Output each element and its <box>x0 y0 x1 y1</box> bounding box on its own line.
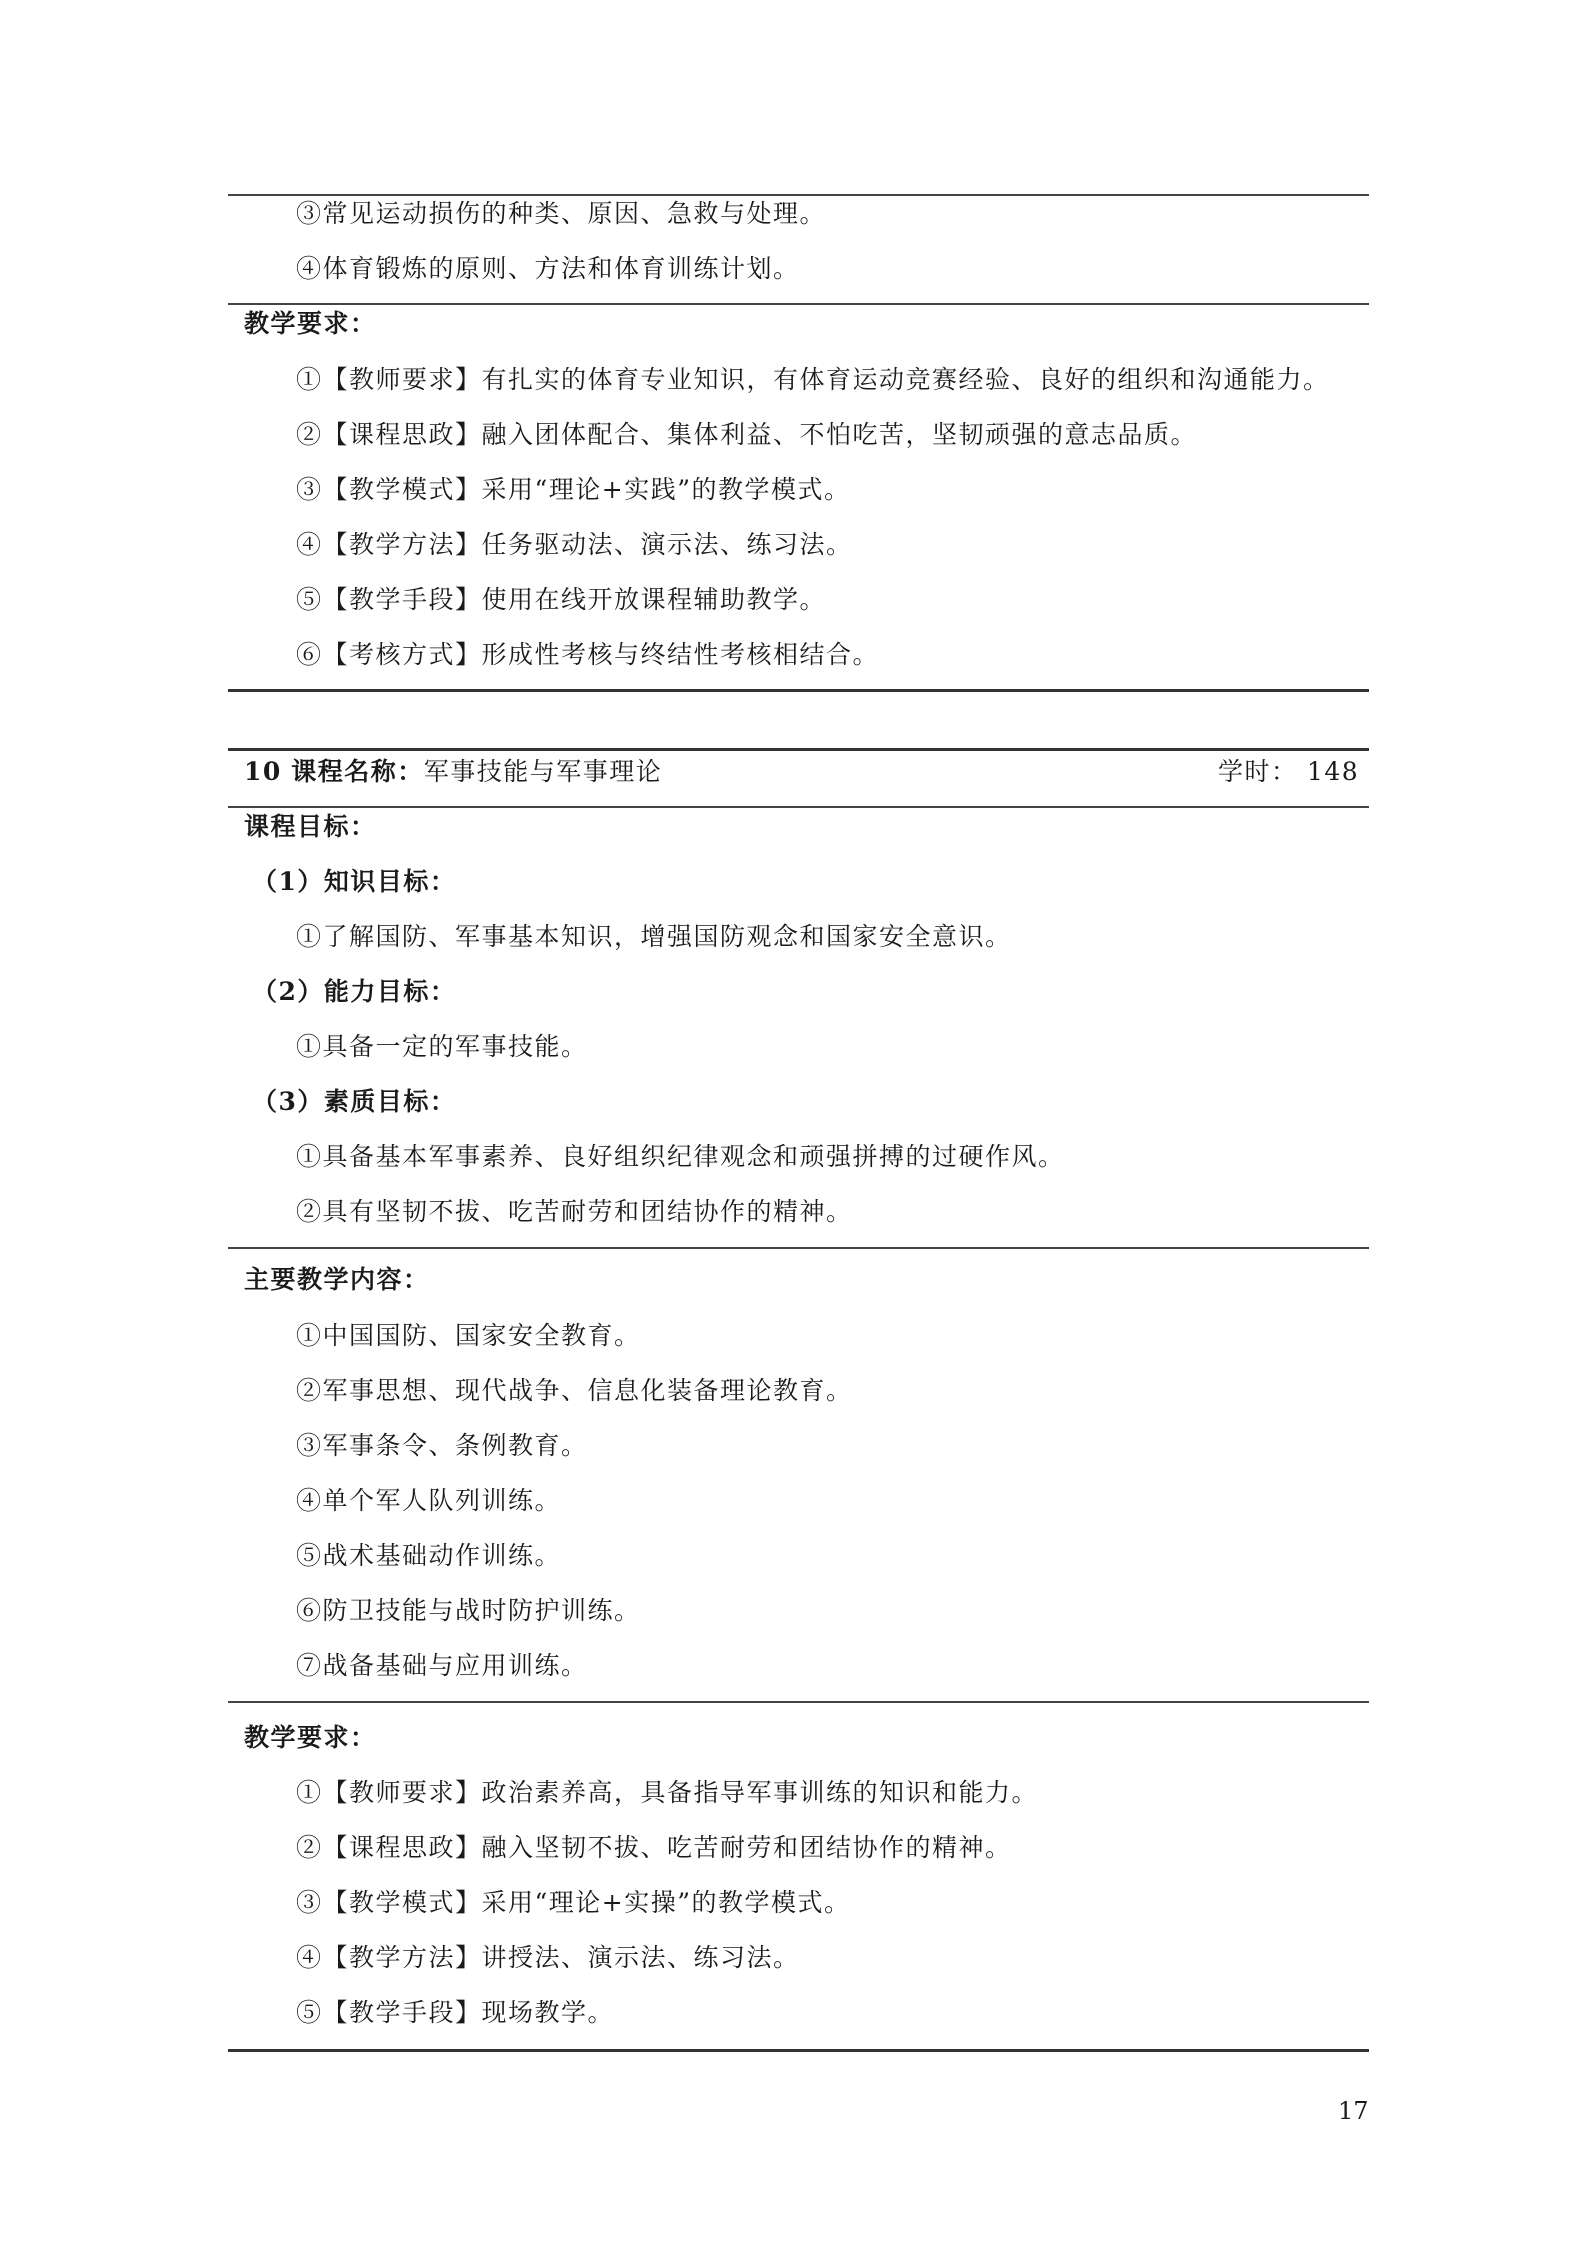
page-number: 17 <box>1338 2097 1369 2125</box>
requirement-item: ③【教学模式】采用“理论+实践”的教学模式。 <box>296 475 851 504</box>
knowledge-heading: （1）知识目标： <box>252 867 457 896</box>
ability-item: ①具备一定的军事技能。 <box>296 1032 588 1061</box>
course-hours-value: 148 <box>1306 757 1360 786</box>
content-item: ④体育锻炼的原则、方法和体育训练计划。 <box>296 254 800 283</box>
content-item: ②军事思想、现代战争、信息化装备理论教育。 <box>296 1376 853 1405</box>
quality-item: ①具备基本军事素养、良好组织纪律观念和顽强拼搏的过硬作风。 <box>296 1142 1065 1171</box>
content-item: ③常见运动损伤的种类、原因、急救与处理。 <box>296 199 827 228</box>
content-heading: 主要教学内容： <box>244 1265 430 1294</box>
table-top-rule <box>228 748 1369 751</box>
content-item: ⑤战术基础动作训练。 <box>296 1541 562 1570</box>
content-item: ⑦战备基础与应用训练。 <box>296 1651 588 1680</box>
requirement-item: ⑤【教学手段】使用在线开放课程辅助教学。 <box>296 585 827 614</box>
content-item: ④单个军人队列训练。 <box>296 1486 562 1515</box>
course-hours-label: 学时： <box>1218 757 1298 786</box>
quality-item: ②具有坚韧不拔、吃苦耐劳和团结协作的精神。 <box>296 1197 853 1226</box>
requirement-item: ④【教学方法】任务驱动法、演示法、练习法。 <box>296 530 853 559</box>
requirement-item: ⑥【考核方式】形成性考核与终结性考核相结合。 <box>296 640 880 669</box>
course-hours <box>1218 754 1359 790</box>
requirements-heading: 教学要求： <box>244 309 377 338</box>
requirement-item: ④【教学方法】讲授法、演示法、练习法。 <box>296 1943 800 1972</box>
course-name: 军事技能与军事理论 <box>423 757 663 786</box>
table-bottom-rule <box>228 689 1369 692</box>
requirement-item: ⑤【教学手段】现场教学。 <box>296 1998 615 2027</box>
ability-heading: （2）能力目标： <box>252 977 457 1006</box>
quality-heading: （3）素质目标： <box>252 1087 457 1116</box>
requirement-item: ②【课程思政】融入团体配合、集体利益、不怕吃苦，坚韧顽强的意志品质。 <box>296 420 1198 449</box>
knowledge-item: ①了解国防、军事基本知识，增强国防观念和国家安全意识。 <box>296 922 1012 951</box>
table-rule <box>228 1247 1369 1249</box>
course-name-label: 课程名称： <box>291 757 424 786</box>
course-number: 10 <box>244 757 282 786</box>
content-item: ⑥防卫技能与战时防护训练。 <box>296 1596 641 1625</box>
requirement-item: ②【课程思政】融入坚韧不拔、吃苦耐劳和团结协作的精神。 <box>296 1833 1012 1862</box>
table-bottom-rule <box>228 2049 1369 2052</box>
requirements-heading: 教学要求： <box>244 1723 377 1752</box>
content-item: ①中国国防、国家安全教育。 <box>296 1321 641 1350</box>
table-rule <box>228 303 1369 305</box>
requirement-item: ③【教学模式】采用“理论+实操”的教学模式。 <box>296 1888 851 1917</box>
table-rule <box>228 806 1369 808</box>
requirement-item: ①【教师要求】有扎实的体育专业知识，有体育运动竞赛经验、良好的组织和沟通能力。 <box>296 365 1330 394</box>
requirement-item: ①【教师要求】政治素养高，具备指导军事训练的知识和能力。 <box>296 1778 1039 1807</box>
objectives-heading: 课程目标： <box>244 812 377 841</box>
content-item: ③军事条令、条例教育。 <box>296 1431 588 1460</box>
table-rule <box>228 1701 1369 1703</box>
course-title <box>244 754 662 790</box>
